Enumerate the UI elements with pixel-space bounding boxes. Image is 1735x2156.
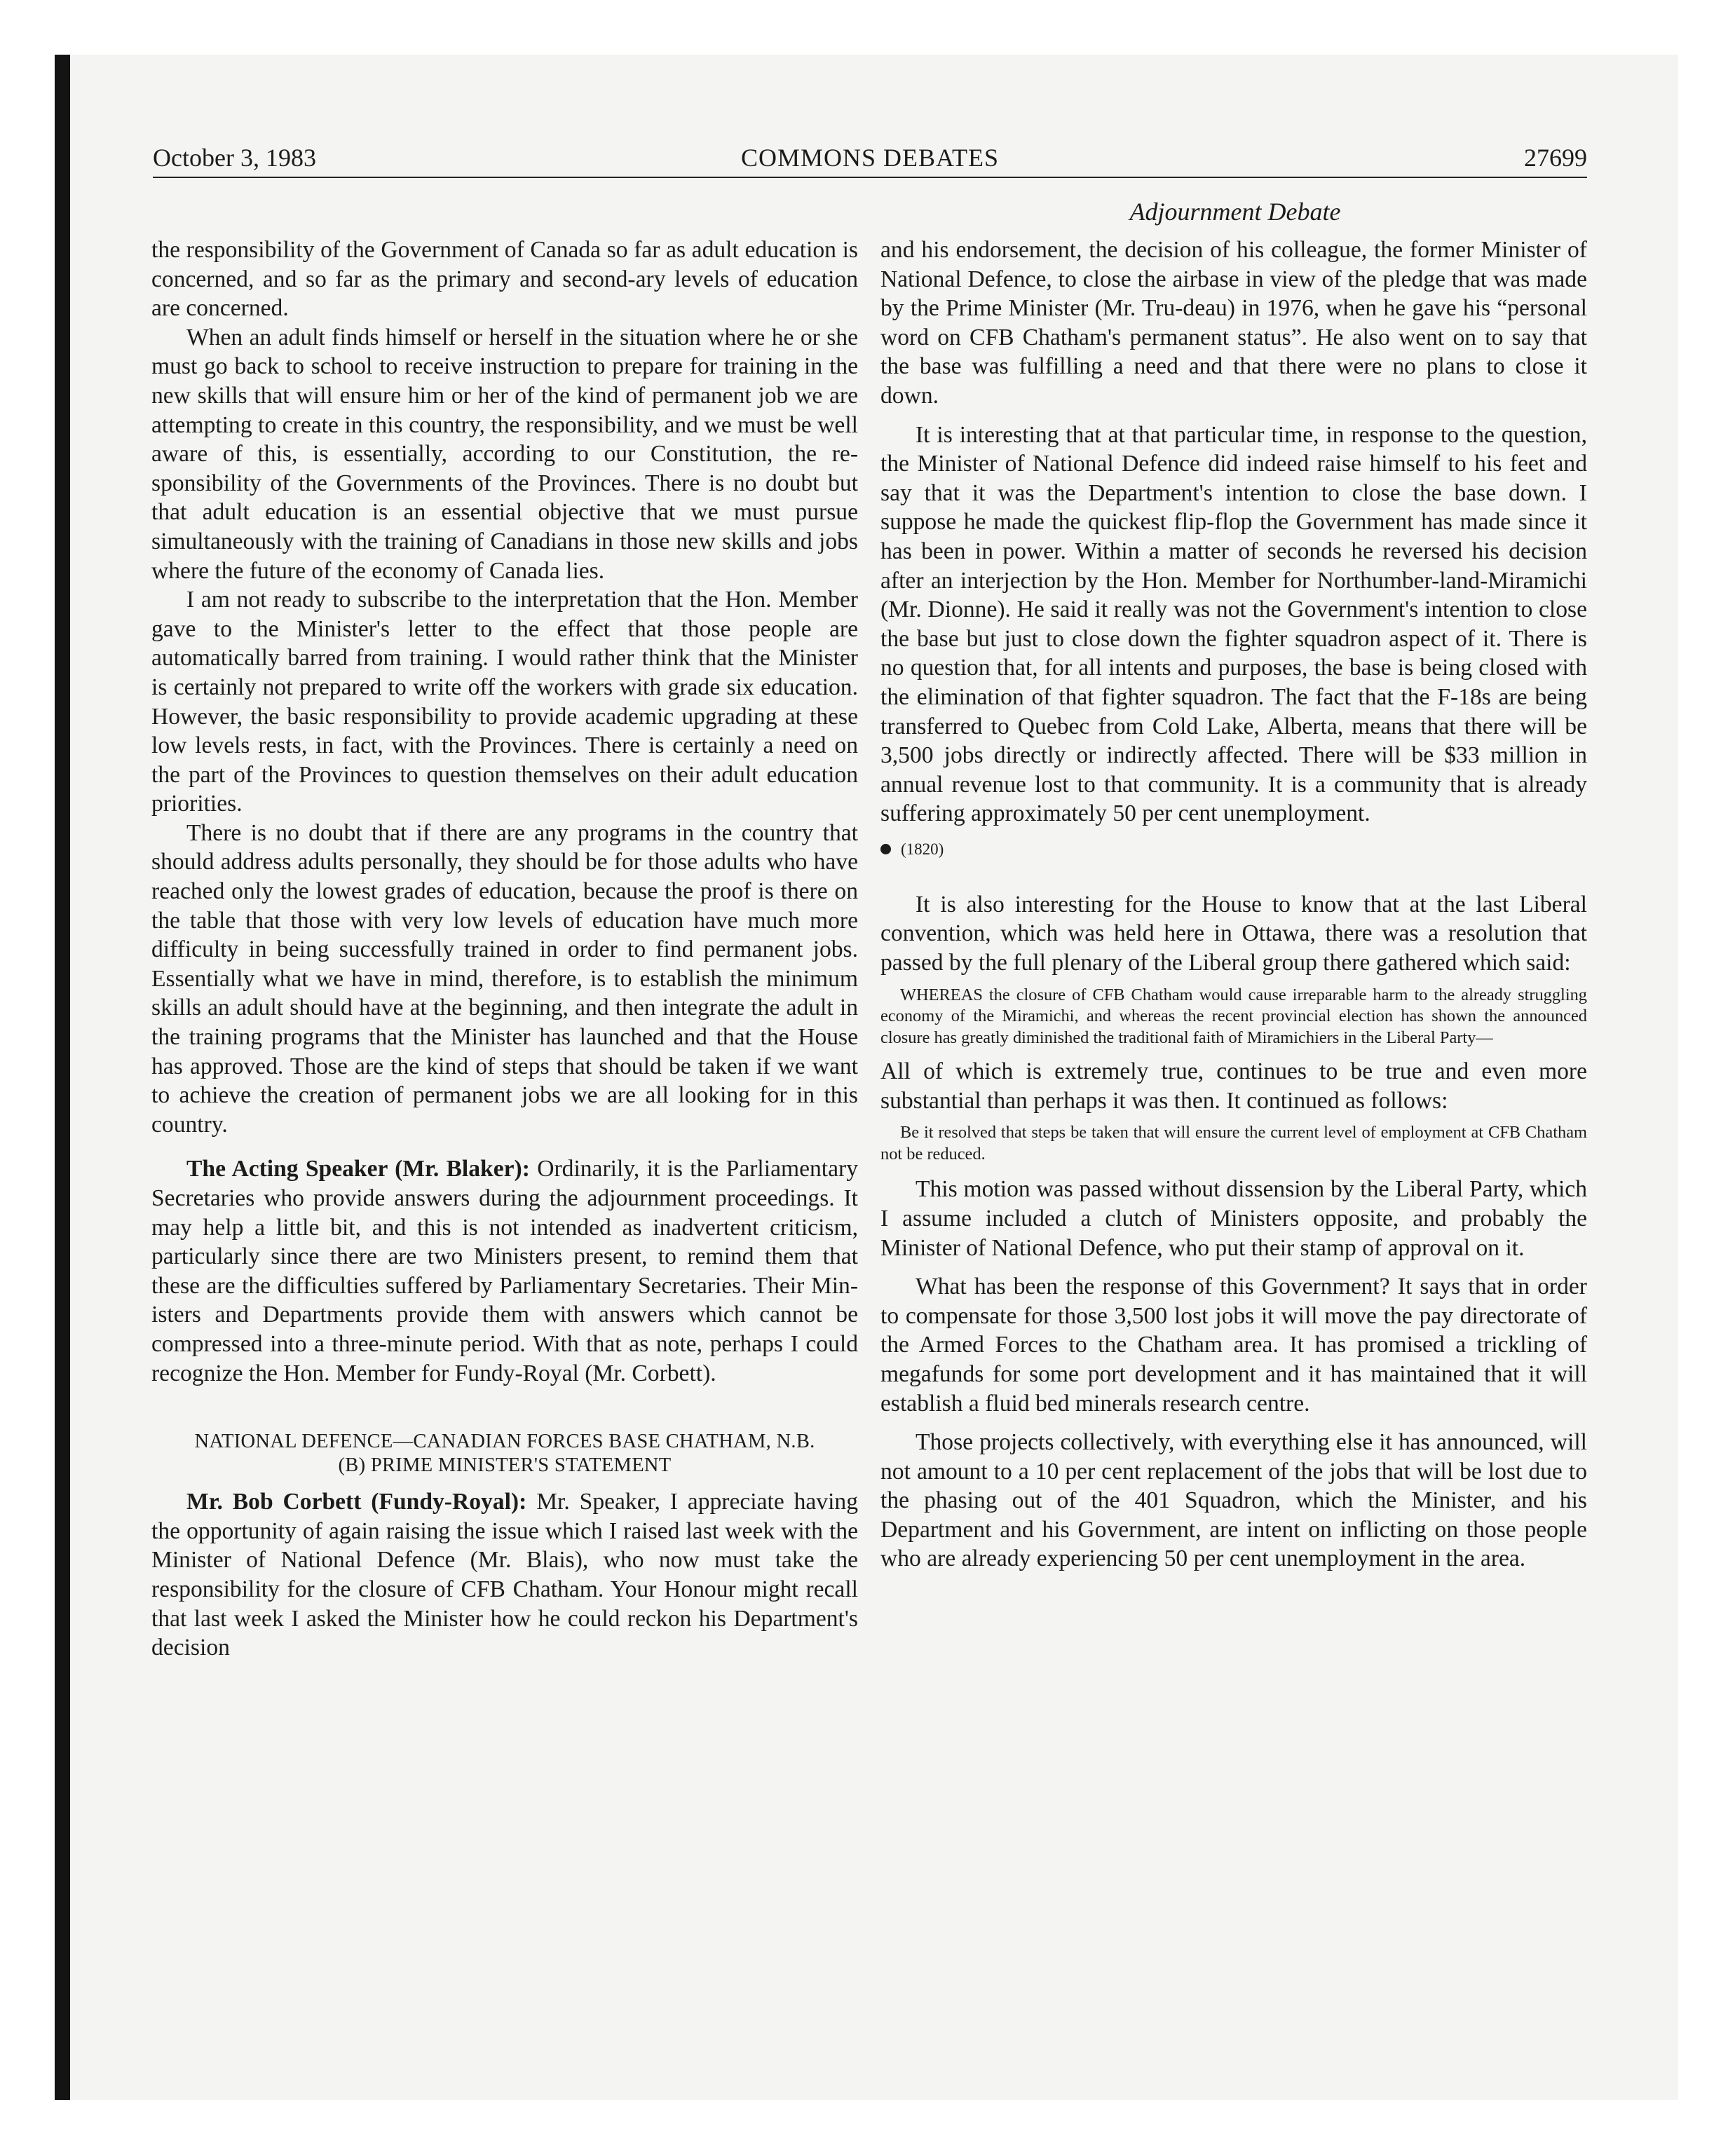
header-title: COMMONS DEBATES [740, 144, 1000, 172]
time-marker-text: (1820) [901, 840, 944, 858]
paragraph: This motion was passed without dissension by the Liberal Party, which I assume included a clutch of Ministers opposite, and probably the Minister of National Defence, who put their stamp of approval on it. [880, 1176, 1587, 1261]
page-header [153, 142, 1587, 178]
section-heading [151, 1430, 858, 1478]
quote-text: Be it resolved that steps be taken that will ensure the current level of employment at CFB Chatham not be reduced. [880, 1123, 1587, 1164]
speaker-paragraph [151, 1487, 858, 1663]
left-column [151, 236, 858, 1663]
speaker-paragraph [151, 1154, 858, 1388]
paragraph: I am not ready to subscribe to the interpretation that the Hon. Member gave to the Minister's letter to the effect that those people are automatically barred from training. I would rather think that the Minister is certainly not prepared to write off the workers with grade six education. However, the basic responsibility to provide academic upgrading at these low levels rests, in fact, with the Provinces. There is certainly a need on the part of the Provinces to question themselves on their adult education priorities. [151, 587, 858, 817]
right-column [880, 236, 1587, 1574]
speaker-text: Mr. Speaker, I appreciate having the opportunity of again raising the issue which I raised last week with the Minister of National Defence (Mr. Blais), who now must take the responsibility for the closure of CFB Chatham. Your Honour might recall that last week I asked the Minister how he could reckon his Department's decision [151, 1489, 858, 1661]
block-quote [880, 1122, 1587, 1165]
block-quote [880, 985, 1587, 1049]
speaker-text: Ordinarily, it is the Parliamentary Secretaries who provide answers during the adjournment proceedings. It may help a little bit, and this is not intended as inadvertent criticism, particularly since there are two Ministers present, to remind them that these are the difficulties suffered by Parliamentary Secretaries. Their Min-isters and Departments provide them with answers which cannot be compressed into a three-minute period. With that as note, perhaps I could recognize the Hon. Member for Fundy-Royal (Mr. Corbett). [151, 1156, 858, 1386]
paragraph: What has been the response of this Government? It says that in order to compensate for those 3,500 lost jobs it will move the pay directorate of the Armed Forces to the Chatham area. It has promised a trickling of megafunds for some port development and it has maintained that it will establish a fluid bed minerals research centre. [880, 1274, 1587, 1417]
paragraph: It is interesting that at that particular time, in response to the question, the Minister of National Defence did indeed raise himself to his feet and say that it was the Department's intention to close the base down. I suppose he made the quickest flip-flop the Government has made since it has been in power. Within a matter of seconds he reversed his decision after an interjection by the Hon. Member for Northumber-land-Miramichi (Mr. Dionne). He said it really was not the Government's intention to close the base but just to close down the fighter squadron aspect of it. There is no question that, for all intents and purposes, the base is being closed with the elimination of that fighter squadron. The fact that the F-18s are being transferred to Quebec from Cold Lake, Alberta, means that there will be 3,500 jobs directly or indirectly affected. There will be $33 million in annual revenue lost to that community. It is a community that is already suffering approximately 50 per cent unemployment. [880, 421, 1587, 827]
header-date: October 3, 1983 [153, 144, 316, 172]
bullet-icon [880, 844, 891, 854]
section-subheading-line: (B) PRIME MINISTER'S STATEMENT [338, 1454, 672, 1477]
paragraph: the responsibility of the Government of Canada so far as adult education is concerned, and so far as the primary and second-ary levels of education are concerned. [151, 237, 858, 322]
paragraph: When an adult finds himself or herself in the situation where he or she must go back to school to receive instruction to prepare for training in the new skills that will ensure him or her of the kind of permanent job we are attempting to create in this country, the responsibility, and we must be well aware of this, is essentially, according to our Constitution, the re-sponsibility of the Governments of the Provinces. There is no doubt but that adult education is an essential objective that we must pursue simultaneously with the training of Canadians in those new skills and jobs where the future of the economy of Canada lies. [151, 324, 858, 584]
speaker-name: Mr. Bob Corbett (Fundy-Royal): [186, 1489, 527, 1515]
page-number: 27699 [1524, 144, 1587, 172]
section-heading-line: NATIONAL DEFENCE—CANADIAN FORCES BASE CHATHAM, N.B. [194, 1431, 815, 1453]
quote-text: WHEREAS the closure of CFB Chatham would cause irreparable harm to the already struggling economy of the Miramichi, and whereas the recent provincial election has shown the announced closure has greatly diminished the traditional faith of Miramichiers in the Liberal Party— [880, 985, 1587, 1047]
scan-border [55, 55, 70, 2100]
paragraph: It is also interesting for the House to know that at the last Liberal convention, which was held here in Ottawa, there was a resolution that passed by the full plenary of the Liberal group there gathered which said: [880, 891, 1587, 976]
paragraph: Those projects collectively, with everything else it has announced, will not amount to a 10 per cent replacement of the jobs that will be lost due to the phasing out of the 401 Squadron, which the Minister, and his Department and his Government, are intent on inflicting on those people who are already experiencing 50 per cent unemployment in the area. [880, 1429, 1587, 1572]
speaker-name: The Acting Speaker (Mr. Blaker): [186, 1156, 530, 1182]
paragraph: and his endorsement, the decision of his colleague, the former Minister of National Defence, to close the airbase in view of the pledge that was made by the Prime Minister (Mr. Tru-deau) in 1976, when he gave his “personal word on CFB Chatham's permanent status”. He also went on to say that the base was fulfilling a need and that there were no plans to close it down. [880, 237, 1587, 409]
time-marker [880, 835, 1587, 864]
paragraph: There is no doubt that if there are any programs in the country that should address adults personally, they should be for those adults who have reached only the lowest grades of education, because the proof is there on the table that those with very low levels of education have much more difficulty in being successfully trained in order to find permanent jobs. Essentially what we have in mind, therefore, is to establish the minimum skills an adult should have at the beginning, and then integrate the adult in the training programs that the Minister has launched and that the House has approved. Those are the kind of steps that should be taken if we want to achieve the creation of permanent jobs we are all looking for in this country. [151, 819, 858, 1138]
paragraph: All of which is extremely true, continues to be true and even more substantial than perhaps it was then. It continued as follows: [880, 1058, 1587, 1114]
running-head: Adjournment Debate [1129, 198, 1341, 226]
